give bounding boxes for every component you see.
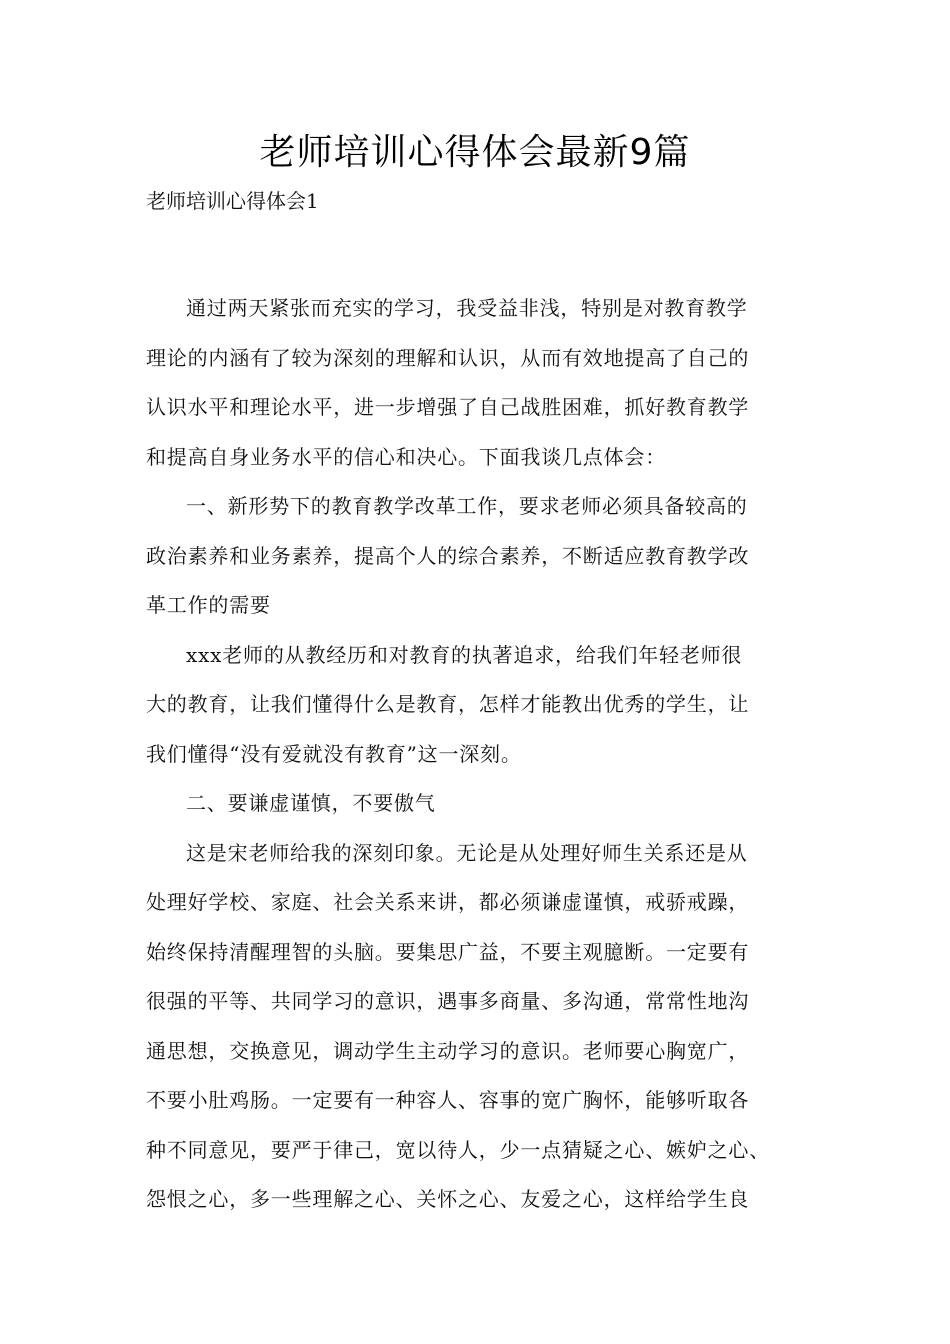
text-line: 处理好学校、家庭、社会关系来讲，都必须谦虚谨慎，戒骄戒躁， (146, 890, 750, 914)
text-line: 二、要谦虚谨慎，不要傲气 (186, 791, 436, 815)
text-line: 我们懂得“没有爱就没有教育”这一深刻。 (146, 741, 522, 766)
document-body (146, 284, 826, 1225)
text-line: 认识水平和理论水平，进一步增强了自己战胜困难，抓好教育教学 (146, 395, 750, 419)
text-line: 政治素养和业务素养，提高个人的综合素养，不断适应教育教学改 (146, 543, 750, 568)
text-line: 这是宋老师给我的深刻印象。无论是从处理好师生关系还是从 (186, 840, 748, 865)
text-line: 理论的内涵有了较为深刻的理解和认识，从而有效地提高了自己的 (146, 345, 750, 370)
document-title: 老师培训心得体会最新9篇 (259, 132, 691, 173)
text-line: 通思想，交换意见，调动学生主动学习的意识。老师要心胸宽广， (146, 1038, 750, 1063)
paragraph-teacher-experience (146, 631, 826, 780)
text-line: 大的教育，让我们懂得什么是教育，怎样才能教出优秀的学生，让 (146, 692, 750, 716)
text-line: 和提高自身业务水平的信心和决心。下面我谈几点体会： (146, 444, 666, 469)
text-line: 通过两天紧张而充实的学习，我受益非浅，特别是对教育教学 (186, 296, 748, 320)
text-line: 种不同意见，要严于律己，宽以待人，少一点猜疑之心、嫉妒之心、 (146, 1137, 770, 1162)
text-line: 革工作的需要 (146, 593, 271, 617)
paragraph-point-two (146, 779, 826, 829)
text-line: xxx老师的从教经历和对教育的执著追求，给我们年轻老师很 (186, 642, 743, 667)
paragraph-point-one (146, 482, 826, 631)
paragraph-impression (146, 829, 826, 1225)
text-line: 不要小肚鸡肠。一定要有一种容人、容事的宽广胸怀，能够听取各 (146, 1088, 750, 1112)
text-line: 一、新形势下的教育教学改革工作，要求老师必须具备较高的 (186, 494, 748, 518)
paragraph-intro (146, 284, 826, 482)
section-heading: 老师培训心得体会1 (146, 189, 319, 213)
text-line: 始终保持清醒理智的头脑。要集思广益，不要主观臆断。一定要有 (146, 939, 750, 964)
text-line: 很强的平等、共同学习的意识，遇事多商量、多沟通，常常性地沟 (146, 989, 750, 1013)
text-line: 怨恨之心，多一些理解之心、关怀之心、友爱之心，这样给学生良 (146, 1187, 750, 1211)
